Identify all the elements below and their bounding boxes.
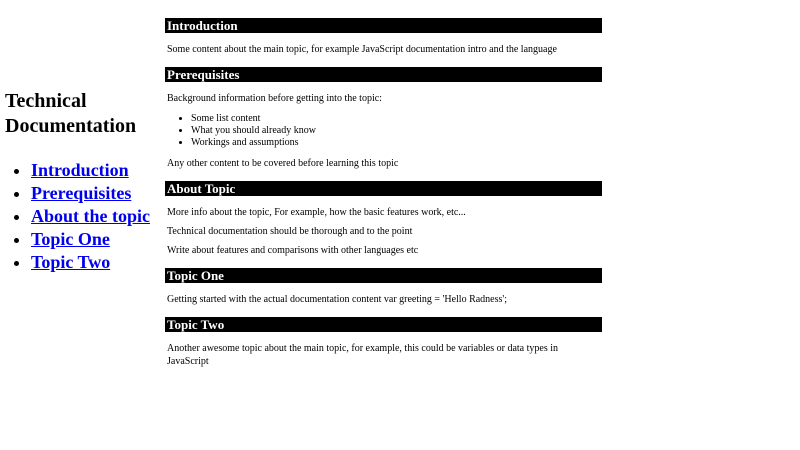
section-header-topic-two: Topic Two — [165, 317, 602, 332]
nav-item-about-the-topic — [31, 205, 165, 228]
section-paragraph: Another awesome topic about the main topic, for example, this could be variables or data types in JavaScript — [167, 343, 558, 367]
section-topic-one — [165, 268, 602, 306]
section-about-topic — [165, 181, 602, 257]
section-paragraph: Technical documentation should be thorough and to the point — [167, 226, 413, 237]
nav-link-prerequisites[interactable]: Prerequisites — [31, 183, 132, 203]
nav-item-introduction — [31, 159, 165, 182]
list-item: • What you should already know — [191, 125, 602, 137]
prerequisites-list — [167, 113, 602, 149]
section-header-prerequisites: Prerequisites — [165, 67, 602, 82]
sidebar-nav — [0, 0, 165, 450]
section-paragraph: More info about the topic, For example, how the basic features work, etc... — [167, 207, 466, 218]
section-paragraph: Some content about the main topic, for example JavaScript documentation intro and the language — [167, 44, 557, 55]
section-header-topic-one: Topic One — [165, 268, 602, 283]
doc-content — [165, 0, 602, 368]
section-topic-two — [165, 317, 602, 368]
nav-item-prerequisites — [31, 182, 165, 205]
nav-link-topic-two[interactable]: Topic Two — [31, 252, 111, 272]
section-paragraph: Background information before getting into the topic: — [167, 93, 382, 104]
nav-link-introduction[interactable]: Introduction — [31, 160, 129, 180]
section-header-about-topic: About Topic — [165, 181, 602, 196]
section-prerequisites — [165, 67, 602, 170]
section-paragraph: Any other content to be covered before learning this topic — [167, 158, 399, 169]
nav-item-topic-two — [31, 251, 165, 274]
nav-list — [0, 159, 165, 274]
nav-link-topic-one[interactable]: Topic One — [31, 229, 110, 249]
nav-item-topic-one — [31, 228, 165, 251]
section-header-introduction: Introduction — [165, 18, 602, 33]
nav-link-about-the-topic[interactable]: About the topic — [31, 206, 151, 226]
section-paragraph: Getting started with the actual documentation content var greeting = 'Hello Radness'; — [167, 294, 507, 305]
list-item: • Some list content — [191, 113, 602, 125]
section-introduction — [165, 18, 602, 56]
section-paragraph: Write about features and comparisons with other languages etc — [167, 245, 419, 256]
page-title: Technical Documentation — [5, 90, 137, 137]
list-item: • Workings and assumptions — [191, 137, 602, 149]
